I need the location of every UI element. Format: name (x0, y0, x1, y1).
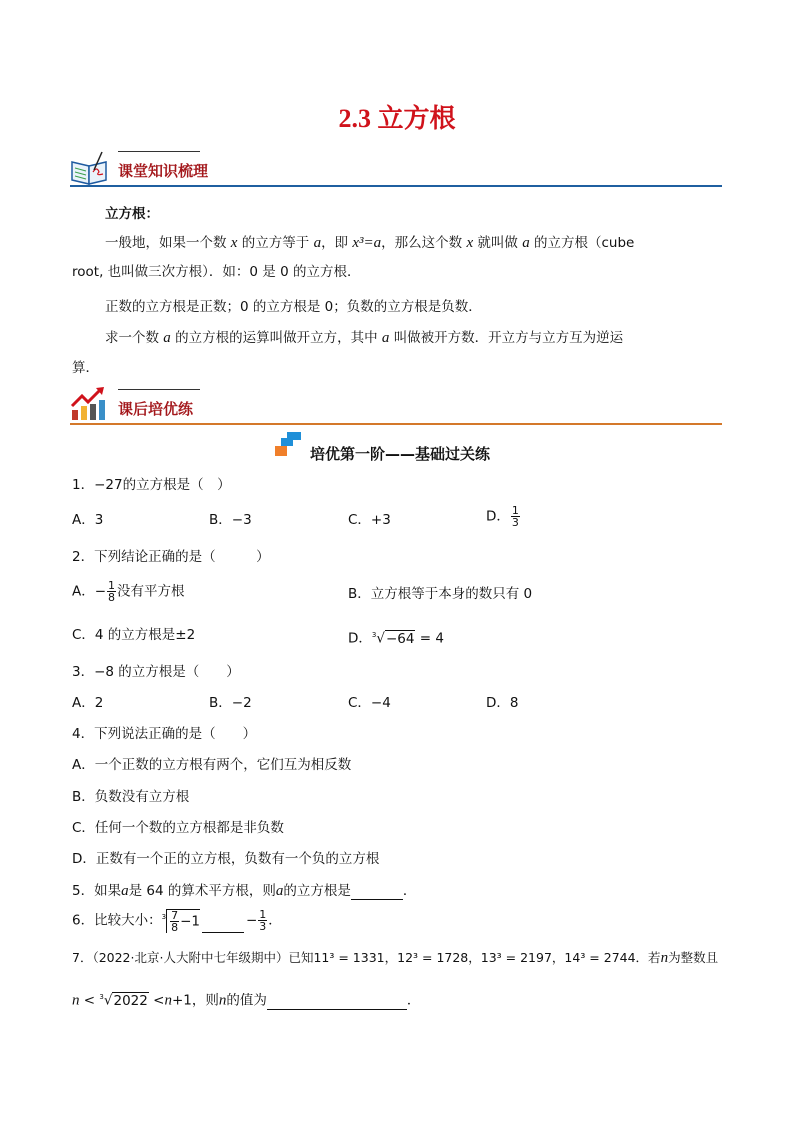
text: D． (486, 508, 510, 525)
var: n (72, 992, 80, 1009)
text: D． (348, 630, 372, 647)
section-divider-blue (70, 185, 722, 187)
option-4B: B．负数没有立方根 (72, 789, 190, 805)
knowledge-paragraph-3-line2: 算． (72, 360, 99, 376)
question-1-stem: 1．−27的立方根是（ ） (72, 477, 231, 493)
radicand: 2022 (113, 992, 148, 1009)
text: 的立方根是 (283, 883, 351, 899)
question-5 (72, 882, 416, 900)
section-divider-short (118, 389, 200, 390)
page-title: 2.3 立方根 (338, 104, 456, 133)
option-2B: B．立方根等于本身的数只有 0 (348, 586, 533, 602)
knowledge-paragraph-1 (105, 234, 634, 252)
option-1D (486, 505, 521, 528)
text: +1，则 (171, 992, 219, 1009)
fraction (107, 580, 116, 603)
option-4A: A．一个正数的立方根有两个，它们互为相反数 (72, 757, 352, 773)
text: 求一个数 (105, 330, 159, 346)
var: a (522, 235, 530, 251)
radical-index: 3 (161, 913, 167, 921)
question-4-stem: 4．下列说法正确的是（ ） (72, 726, 257, 742)
option-2A (72, 580, 185, 603)
var: x (230, 235, 238, 251)
text: < (83, 992, 96, 1009)
section-divider-orange (70, 423, 722, 425)
knowledge-paragraph-3 (105, 329, 623, 347)
cube-root (166, 909, 200, 933)
question-2-stem: 2．下列结论正确的是（ ） (72, 549, 270, 565)
radicand: −64 (385, 630, 415, 647)
fraction (170, 910, 179, 933)
text: ，即 (321, 235, 349, 251)
text: −1 (180, 913, 200, 929)
var: n (660, 950, 669, 966)
question-7-line1 (72, 949, 718, 967)
text: ，那么这个数 (381, 235, 463, 251)
numerator: 1 (108, 579, 116, 592)
var: n (164, 992, 172, 1009)
option-3D: D．8 (486, 695, 519, 711)
var: a (163, 330, 171, 346)
numerator: 7 (171, 908, 179, 922)
knowledge-paragraph-1-line2: root, 也叫做三次方根）．如：0 是 0 的立方根． (72, 264, 361, 280)
denominator: 3 (259, 920, 267, 933)
radical-index: 3 (99, 993, 104, 1001)
var: a (313, 235, 322, 251)
text: ． (268, 912, 282, 929)
denominator: 8 (171, 920, 179, 934)
open-book-icon (70, 150, 110, 186)
text: − (245, 912, 258, 929)
option-4D: D．正数有一个正的立方根，负数有一个负的立方根 (72, 851, 380, 867)
text: 的立方根的运算叫做开立方，其中 (175, 330, 378, 346)
text: 就叫做 (477, 235, 518, 251)
text: 没有平方根 (117, 583, 185, 600)
var: a (381, 330, 390, 346)
option-3A: A．2 (72, 695, 104, 711)
section-divider-short (118, 151, 200, 152)
fraction (511, 505, 520, 528)
text: 5．如果 (72, 883, 122, 899)
text: 为整数且 (668, 950, 719, 965)
text: 的立方根（cube (534, 235, 635, 251)
text: ． (402, 883, 417, 899)
text: 6．比较大小： (72, 912, 162, 929)
text: 一般地，如果一个数 (105, 235, 227, 251)
question-7-line2: n < $^3$√2022 <n+1，则n的值为 ． (72, 992, 421, 1009)
answer-blank[interactable] (351, 885, 403, 900)
option-2D: D．$^3$√−64 = 4 (348, 630, 444, 647)
radical-index: 3 (371, 631, 377, 639)
subheading: 培优第一阶——基础过关练 (310, 445, 491, 463)
equation: x³=a (352, 235, 382, 251)
bar-chart-growth-icon (70, 386, 108, 422)
var: a (121, 883, 129, 899)
text: = 4 (419, 630, 444, 647)
knowledge-heading: 立方根： (105, 206, 159, 222)
text: ． (406, 992, 421, 1009)
text: 叫做被开方数．开立方与立方互为逆运 (393, 330, 624, 346)
numerator: 1 (511, 504, 519, 517)
text: 7．（2022·北京·人大附中七年级期中）已知11³ = 1331，12³ = 1728，13³ = 2197，14³ = 2744．若 (72, 950, 661, 965)
text: 是 64 的算术平方根，则 (128, 883, 276, 899)
option-3B: B．−2 (209, 695, 252, 711)
var: n (218, 992, 227, 1009)
text: 的立方等于 (241, 235, 310, 251)
question-3-stem: 3．−8 的立方根是（ ） (72, 664, 240, 680)
answer-blank[interactable] (267, 995, 407, 1010)
option-1A: A．3 (72, 512, 104, 528)
denominator: 3 (511, 516, 519, 529)
option-2C: C．4 的立方根是±2 (72, 627, 196, 643)
text: 的值为 (226, 992, 267, 1009)
steps-icon (275, 432, 305, 458)
knowledge-paragraph-2: 正数的立方根是正数；0 的立方根是 0；负数的立方根是负数． (105, 299, 482, 315)
section-heading-practice: 课后培优练 (118, 400, 194, 418)
option-4C: C．任何一个数的立方根都是非负数 (72, 820, 284, 836)
fraction (258, 909, 267, 932)
numerator: 1 (259, 908, 267, 921)
text: < (153, 992, 165, 1009)
option-1B: B．−3 (209, 512, 252, 528)
var: a (275, 883, 284, 899)
denominator: 8 (108, 591, 116, 604)
option-3C: C．−4 (348, 695, 391, 711)
text: A．− (72, 583, 107, 600)
section-heading-knowledge: 课堂知识梳理 (118, 162, 209, 180)
question-6 (72, 908, 282, 933)
answer-blank[interactable] (202, 918, 244, 933)
option-1C: C．+3 (348, 512, 391, 528)
var: x (466, 235, 474, 251)
